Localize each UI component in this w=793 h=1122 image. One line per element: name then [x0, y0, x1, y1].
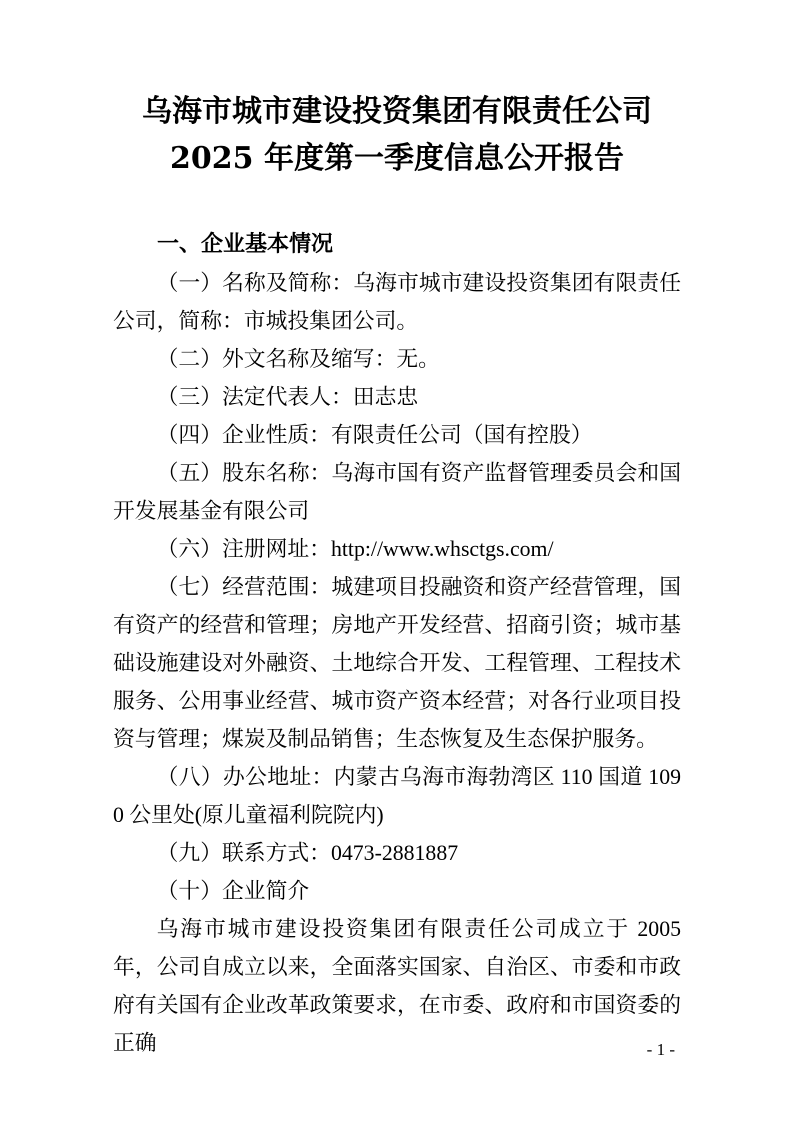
document-page	[113, 0, 681, 1062]
page-number: - 1 -	[646, 1040, 675, 1059]
paragraph-legal-representative: （三）法定代表人：田志忠	[156, 385, 419, 409]
paragraph-enterprise-nature: （四）企业性质：有限责任公司（国有控股）	[156, 423, 593, 447]
document-title-line-2: 2025 年度第一季度信息公开报告	[170, 141, 624, 176]
paragraph-business-scope: （七）经营范围：城建项目投融资和资产经营管理，国有资产的经营和管理；房地产开发经营、招商引资；城市基础设施建设对外融资、土地综合开发、工程管理、工程技术服务、公用事业经营、城市资产资本经营；对各行业项目投资与管理；煤炭及制品销售；生态恢复及生态保护服务。	[113, 575, 681, 751]
paragraph-company-profile-body: 乌海市城市建设投资集团有限责任公司成立于 2005 年，公司自成立以来，全面落实国家、自治区、市委和市政府有关国有企业改革政策要求，在市委、政府和市国资委的正确	[113, 917, 681, 1055]
document-title	[113, 88, 681, 182]
paragraph-name-abbreviation: （一）名称及简称：乌海市城市建设投资集团有限责任公司，简称：市城投集团公司。	[113, 271, 681, 333]
paragraph-company-profile-heading: （十）企业简介	[156, 879, 310, 903]
section-heading: 一、企业基本情况	[157, 232, 334, 257]
paragraph-foreign-name: （二）外文名称及缩写：无。	[156, 347, 440, 371]
paragraph-contact-info: （九）联系方式：0473-2881887	[156, 841, 459, 865]
paragraph-shareholder-name: （五）股东名称：乌海市国有资产监督管理委员会和国开发展基金有限公司	[113, 461, 681, 523]
paragraph-registered-website: （六）注册网址：http://www.whsctgs.com/	[156, 537, 554, 561]
document-title-line-1: 乌海市城市建设投资集团有限责任公司	[142, 94, 652, 129]
paragraph-office-address: （八）办公地址：内蒙古乌海市海勃湾区 110 国道 1090 公里处(原儿童福利院院内)	[113, 765, 681, 827]
